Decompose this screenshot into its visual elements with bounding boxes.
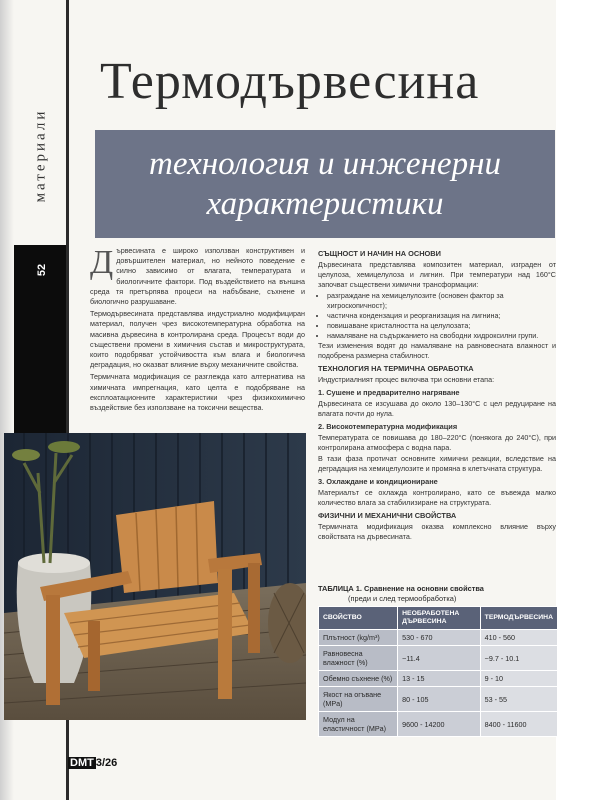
table-cell: 410 - 560 xyxy=(480,630,557,646)
drop-cap: Д xyxy=(90,244,114,281)
table-cell: 8400 - 11600 xyxy=(480,712,557,737)
table-row xyxy=(319,671,558,687)
table-caption-line: (преди и след термообработка) xyxy=(348,594,457,603)
table-cell: Модул на еластичност (MPa) xyxy=(319,712,398,737)
body-paragraph: Индустриалният процес включва три основни етапа: xyxy=(318,375,495,384)
table-row xyxy=(319,687,558,712)
table-cell: 80 - 105 xyxy=(398,687,481,712)
right-text-column xyxy=(318,246,556,543)
table-header-cell: НЕОБРАБОТЕНА ДЪРВЕСИНА xyxy=(398,607,481,630)
article-title: Термодървесина xyxy=(100,53,480,110)
list-item: • намаляване на съдържанието на свободни хидроксилни групи. xyxy=(327,331,556,341)
body-paragraph: Термичната модификация се разглежда като алтернатива на химичната импрегнация, като целта е подобряване на експлоатационните характеристики чрез физикохимично въздействие без използване на токсични вещества. xyxy=(90,372,305,413)
step-heading: 2. Високотемпературна модификация xyxy=(318,422,458,431)
section-heading: ТЕХНОЛОГИЯ НА ТЕРМИЧНА ОБРАБОТКА xyxy=(318,364,474,373)
body-paragraph: Термодървесината представлява индустриално модифициран материал, получен чрез високотемпературна обработка на масивна дървесина в контролирана среда. Процесът води до съществени промени в химичния състав и микроструктурата, които подобряват устойчивостта към влага и биологична деградация, но оказват влияние върху механичните свойства. xyxy=(90,309,305,370)
table-cell: ~9.7 - 10.1 xyxy=(480,646,557,671)
table-caption xyxy=(318,584,556,604)
table-cell: Обемно съхнене (%) xyxy=(319,671,398,687)
list-item: • разграждане на хемицелулозите (основен фактор за хигроскопичност); xyxy=(327,291,556,311)
table-cell: 9600 - 14200 xyxy=(398,712,481,737)
step-heading: 3. Охлаждане и кондициониране xyxy=(318,477,438,486)
body-paragraph: Термичната модификация оказва комплексно влияние върху свойствата на дървесината. xyxy=(318,522,556,541)
table-row xyxy=(319,630,558,646)
subtitle-line-1: технология и инженерни xyxy=(149,146,501,182)
page-number: 52 xyxy=(36,263,48,277)
table-caption-line: ТАБЛИЦА 1. Сравнение на основни свойства xyxy=(318,584,484,593)
table-cell: Якост на огъване (MPa) xyxy=(319,687,398,712)
body-paragraph: Материалът се охлажда контролирано, като се въвежда малко количество влага за стабилизиране на структурата. xyxy=(318,488,556,507)
table-header-cell: ТЕРМОДЪРВЕСИНА xyxy=(480,607,557,630)
page-footer xyxy=(68,757,117,769)
wooden-chair-photo xyxy=(4,433,306,720)
body-paragraph: Тези изменения водят до намаляване на равновесната влажност и подобрена размерна стабилност. xyxy=(318,341,556,360)
table-row xyxy=(319,712,558,737)
body-paragraph: Дървесината представлява композитен материал, изграден от целулоза, хемицелулоза и лигнин. При температури над 160°C започват съществени химични трансформации: xyxy=(318,260,556,289)
subtitle-banner xyxy=(95,130,555,238)
body-paragraph: Дървесината се изсушава до около 130–130°C с цел редуциране на влагата почти до нула. xyxy=(318,399,556,418)
list-item: • повишаване кристалността на целулозата; xyxy=(327,321,556,331)
section-heading: СЪЩНОСТ И НАЧИН НА ОСНОВИ xyxy=(318,249,441,258)
table-header-row xyxy=(319,607,558,630)
table-cell: Плътност (kg/m³) xyxy=(319,630,398,646)
table-cell: Равновесна влажност (%) xyxy=(319,646,398,671)
table-row xyxy=(319,646,558,671)
body-paragraph: Температурата се повишава до 180–220°C (понякога до 240°C), при контролирана атмосфера с водна пара. xyxy=(318,433,556,452)
table-cell: 530 - 670 xyxy=(398,630,481,646)
table-cell: 13 - 15 xyxy=(398,671,481,687)
body-paragraph: В тази фаза протичат основните химични реакции, вследствие на деградация на хемицелулозите и промяна в клетъчната структура. xyxy=(318,454,556,473)
table-cell: 9 - 10 xyxy=(480,671,557,687)
subtitle-line-2: характеристики xyxy=(206,186,444,222)
section-side-label: материали xyxy=(32,108,49,202)
page-right-margin xyxy=(556,0,600,800)
brand-logo: DMT xyxy=(70,757,94,769)
table-cell: ~11.4 xyxy=(398,646,481,671)
intro-paragraph: Дървесината е широко използван конструктивен и довършителен материал, но нейното поведение е силно зависимо от влагата, температурата и биологичните фактори. Под въздействието на външна среда тя претърпява процеси на набъбване, съхнене и биологично разрушаване. xyxy=(90,244,305,307)
properties-table xyxy=(318,606,558,737)
table-cell: 53 - 55 xyxy=(480,687,557,712)
section-heading: ФИЗИЧНИ И МЕХАНИЧНИ СВОЙСТВА xyxy=(318,511,457,520)
issue-number: 3/26 xyxy=(95,757,118,769)
table-header-cell: СВОЙСТВО xyxy=(319,607,398,630)
list-item: • частична кондензация и реорганизация на лигнина; xyxy=(327,311,556,321)
bullet-list xyxy=(318,291,556,341)
left-text-column xyxy=(90,246,305,415)
step-heading: 1. Сушене и предварително нагряване xyxy=(318,388,460,397)
